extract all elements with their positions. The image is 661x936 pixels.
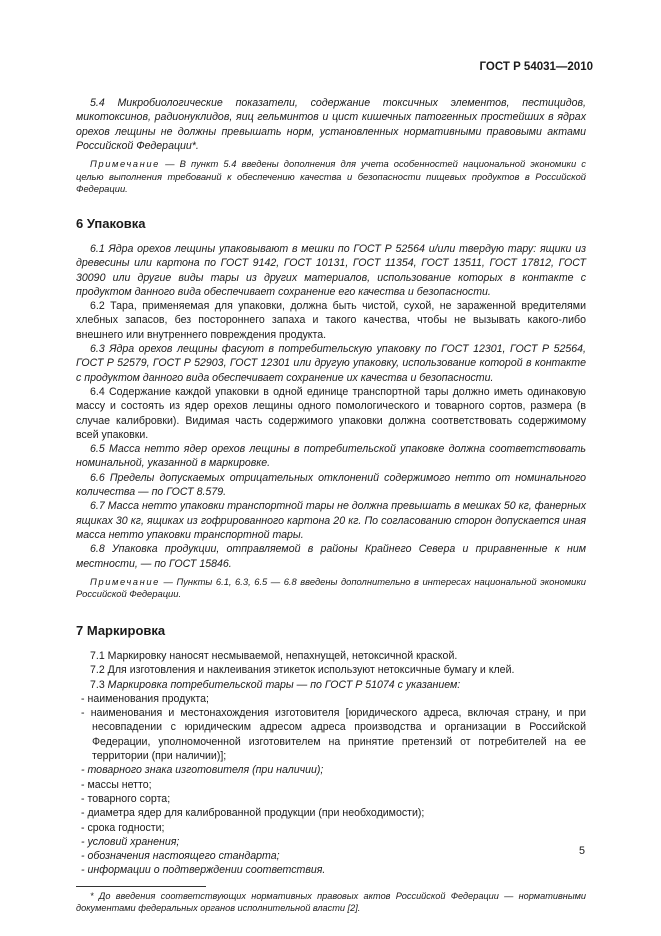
footnote: * До введения соответствующих нормативных правовых актов Российской Федерации — нормативными документами федеральных органов исполнительной власти [2]. [76,890,586,914]
page-content [76,96,586,915]
note-5-4 [76,158,586,196]
paragraph-7-3 [76,678,586,692]
paragraph-6-1 [76,242,586,299]
marking-list [76,692,586,878]
paragraph-7-3-number: 7.3 [90,678,108,691]
page-number: 5 [578,845,585,857]
list-item: - наименования продукта; [81,692,209,705]
paragraph-6-7: 6.7 Масса нетто упаковки транспортной тары не должна превышать в мешках 50 кг, фанерных ящиках 30 кг, ящиках из гофрированного картона 20 кг. По согласованию сторон допускается иная масса нетто упаковки транспортной тары. [76,500,586,541]
list-item: - наименования и местонахождения изготовителя [юридического адреса, включая страну, и при несовпадении с юридическим адресом адреса производства и организации в Российской Федерации, уполномоченной изготовителем на принятие претензий от потребителей на ее территории (при наличии)]; [81,707,586,763]
paragraph-7-3-text: Маркировка потребительской тары — по ГОСТ Р 51074 с указанием: [107,678,461,691]
note-text: — В пункт 5.4 введены дополнения для учета особенностей национальной экономики с целью выполнения требований к обеспечению качества и безопасности пищевых продуктов в Российской Федерации. [76,158,586,195]
paragraph-6-2: 6.2 Тара, применяемая для упаковки, должна быть чистой, сухой, не зараженной вредителями хлебных запасов, без постороннего запаха и такого качества, чтобы не вызывать какого-либо внешнего или внутреннего повреждения продукта. [76,300,586,341]
paragraph-7-2: 7.2 Для изготовления и наклеивания этикеток используют нетоксичные бумагу и клей. [90,664,515,677]
section-7-heading: 7 Маркировка [76,622,166,638]
paragraph-6-4: 6.4 Содержание каждой упаковки в одной единице транспортной тары должно иметь одинаковую массу и состоять из ядер орехов лещины одного помологического и товарного сортов, размера (в случае калибровки). Видимая часть содержимого упаковки должна соответствовать содержимому всей упаковки. [76,385,586,441]
note-6 [76,576,586,601]
paragraph-7-1: 7.1 Маркировку наносят несмываемой, непахнущей, нетоксичной краской. [90,649,458,662]
list-item: - условий хранения; [81,835,180,848]
paragraph-6-5: 6.5 Масса нетто ядер орехов лещины в потребительской упаковке должна соответствовать номинальной, указанной в маркировке. [76,443,586,470]
list-item: - обозначения настоящего стандарта; [81,850,280,863]
paragraph-6-1-start: 6.1 Ядра орехов лещины упаковывают в мешки по [90,242,354,255]
paragraph-6-6: 6.6 Пределы допускаемых отрицательных отклонений содержимого нетто от номинального количества — по ГОСТ 8.579. [76,471,586,499]
list-item: - срока годности; [81,821,165,834]
paragraph-6-8: 6.8 Упаковка продукции, отправляемой в районы Крайнего Севера и приравненные к ним местности, — по ГОСТ 15846. [76,543,586,570]
list-item: - информации о подтверждении соответствия. [81,864,326,877]
paragraph-6-3: 6.3 Ядра орехов лещины фасуют в потребительскую упаковку по ГОСТ 12301, ГОСТ Р 52564, ГОСТ Р 52579, ГОСТ Р 52903, ГОСТ 12301 или другую упаковку, использование которой в контакте с продуктом данного вида обеспечивает сохранение их качества и безопасности. [76,343,586,384]
paragraph-6-1-rest: ГОСТ Р 52564 и/или твердую тару: ящики из древесины или картона по ГОСТ 9142, ГОСТ 10131, ГОСТ 11354, ГОСТ 13511, ГОСТ 17812, ГОСТ 30090 или другие виды тары из других материалов, использование которых в контакте с продуктом данного вида обеспечивает сохранение его качества и безопасности. [76,242,587,298]
section-6-heading: 6 Упаковка [76,215,146,231]
list-item: - товарного сорта; [81,792,171,805]
paragraph-5-4: 5.4 Микробиологические показатели, содержание токсичных элементов, пестицидов, микотоксинов, радионуклидов, яиц гельминтов и цист кишечных патогенных простейших в ядрах орехов лещины не должны превышать норм, установленных нормативными правовыми актами Российской Федерации*. [76,97,586,152]
document-id-header: ГОСТ Р 54031—2010 [479,61,593,73]
list-item: - диаметра ядер для калиброванной продукции (при необходимости); [81,807,425,820]
list-item: - товарного знака изготовителя (при наличии); [81,764,324,777]
footnote-divider [76,886,206,887]
note-label: Примечание [90,158,160,170]
list-item: - массы нетто; [81,778,152,791]
note-text: — Пункты 6.1, 6.3, 6.5 — 6.8 введены дополнительно в интересах национальной экономики Российской Федерации. [76,575,586,600]
note-label: Примечание [90,575,160,587]
